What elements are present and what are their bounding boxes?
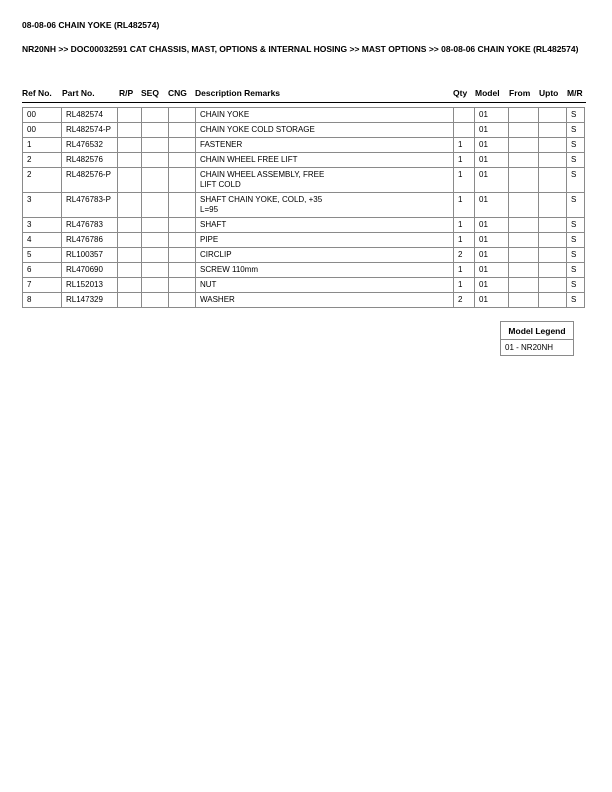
cell-rp — [118, 263, 142, 278]
cell-qty: 1 — [454, 263, 475, 278]
cell-qty: 1 — [454, 193, 475, 218]
cell-rp — [118, 123, 142, 138]
cell-upto — [539, 233, 567, 248]
cell-cng — [169, 123, 196, 138]
cell-cng — [169, 193, 196, 218]
table-row — [23, 278, 585, 293]
header-ref-no: Ref No. — [22, 88, 52, 98]
cell-upto — [539, 153, 567, 168]
cell-model: 01 — [475, 108, 509, 123]
cell-qty: 2 — [454, 248, 475, 263]
cell-ref: 1 — [23, 138, 62, 153]
cell-mr: S — [567, 218, 585, 233]
cell-description: PIPE — [196, 233, 454, 248]
parts-table — [22, 107, 585, 308]
cell-mr: S — [567, 123, 585, 138]
cell-seq — [142, 153, 169, 168]
cell-rp — [118, 138, 142, 153]
cell-from — [509, 218, 539, 233]
cell-from — [509, 153, 539, 168]
cell-cng — [169, 168, 196, 193]
cell-part-no: RL482576 — [62, 153, 118, 168]
table-row — [23, 138, 585, 153]
description-line: LIFT COLD — [200, 180, 241, 189]
cell-part-no: RL476786 — [62, 233, 118, 248]
cell-model: 01 — [475, 193, 509, 218]
header-rule — [22, 102, 586, 103]
cell-part-no: RL482574 — [62, 108, 118, 123]
cell-ref: 4 — [23, 233, 62, 248]
cell-ref: 8 — [23, 293, 62, 308]
cell-mr: S — [567, 278, 585, 293]
cell-upto — [539, 138, 567, 153]
cell-ref: 2 — [23, 168, 62, 193]
cell-cng — [169, 293, 196, 308]
cell-mr: S — [567, 248, 585, 263]
cell-ref: 7 — [23, 278, 62, 293]
cell-from — [509, 248, 539, 263]
cell-cng — [169, 248, 196, 263]
cell-qty: 1 — [454, 278, 475, 293]
breadcrumb: NR20NH >> DOC00032591 CAT CHASSIS, MAST, OPTIONS & INTERNAL HOSING >> MAST OPTIONS >> 08-08-06 CHAIN YOKE (RL482574) — [22, 44, 579, 54]
cell-description: CIRCLIP — [196, 248, 454, 263]
cell-from — [509, 293, 539, 308]
header-qty: Qty — [453, 88, 468, 98]
table-row — [23, 233, 585, 248]
cell-description: CHAIN WHEEL FREE LIFT — [196, 153, 454, 168]
cell-seq — [142, 168, 169, 193]
cell-rp — [118, 218, 142, 233]
cell-upto — [539, 248, 567, 263]
cell-from — [509, 123, 539, 138]
cell-mr: S — [567, 153, 585, 168]
cell-from — [509, 108, 539, 123]
table-row — [23, 153, 585, 168]
cell-seq — [142, 248, 169, 263]
cell-cng — [169, 263, 196, 278]
cell-description: FASTENER — [196, 138, 454, 153]
description-line: L=95 — [200, 205, 219, 214]
cell-model: 01 — [475, 293, 509, 308]
model-legend-title: Model Legend — [508, 326, 566, 336]
cell-rp — [118, 293, 142, 308]
cell-description: SCREW 110mm — [196, 263, 454, 278]
page-title: 08-08-06 CHAIN YOKE (RL482574) — [22, 20, 160, 30]
cell-model: 01 — [475, 233, 509, 248]
cell-ref: 5 — [23, 248, 62, 263]
cell-cng — [169, 138, 196, 153]
cell-model: 01 — [475, 123, 509, 138]
cell-mr: S — [567, 293, 585, 308]
cell-ref: 6 — [23, 263, 62, 278]
cell-model: 01 — [475, 263, 509, 278]
cell-model: 01 — [475, 248, 509, 263]
table-row — [23, 123, 585, 138]
cell-model: 01 — [475, 278, 509, 293]
cell-description: CHAIN YOKE COLD STORAGE — [196, 123, 454, 138]
table-row — [23, 263, 585, 278]
cell-cng — [169, 218, 196, 233]
cell-from — [509, 278, 539, 293]
cell-qty: 2 — [454, 293, 475, 308]
table-row — [23, 108, 585, 123]
cell-cng — [169, 153, 196, 168]
cell-mr: S — [567, 138, 585, 153]
cell-upto — [539, 218, 567, 233]
cell-rp — [118, 153, 142, 168]
header-model: Model — [475, 88, 500, 98]
cell-seq — [142, 138, 169, 153]
table-row — [23, 218, 585, 233]
cell-model: 01 — [475, 153, 509, 168]
cell-from — [509, 138, 539, 153]
cell-rp — [118, 233, 142, 248]
cell-seq — [142, 233, 169, 248]
cell-cng — [169, 233, 196, 248]
model-legend-item: 01 - NR20NH — [501, 339, 573, 355]
cell-description: NUT — [196, 278, 454, 293]
cell-seq — [142, 123, 169, 138]
cell-part-no: RL476532 — [62, 138, 118, 153]
cell-model: 01 — [475, 168, 509, 193]
cell-ref: 3 — [23, 193, 62, 218]
cell-seq — [142, 278, 169, 293]
table-row — [23, 168, 585, 193]
cell-rp — [118, 193, 142, 218]
header-seq: SEQ — [141, 88, 159, 98]
cell-part-no: RL476783 — [62, 218, 118, 233]
cell-part-no: RL482576-P — [62, 168, 118, 193]
header-description: Description Remarks — [195, 88, 281, 98]
cell-qty: 1 — [454, 138, 475, 153]
cell-qty: 1 — [454, 218, 475, 233]
cell-cng — [169, 278, 196, 293]
cell-qty: 1 — [454, 153, 475, 168]
cell-ref: 3 — [23, 218, 62, 233]
cell-part-no: RL147329 — [62, 293, 118, 308]
cell-part-no: RL476783-P — [62, 193, 118, 218]
cell-qty: 1 — [454, 233, 475, 248]
cell-from — [509, 168, 539, 193]
cell-qty — [454, 108, 475, 123]
cell-seq — [142, 193, 169, 218]
cell-rp — [118, 168, 142, 193]
cell-upto — [539, 193, 567, 218]
header-upto: Upto — [539, 88, 559, 98]
cell-upto — [539, 123, 567, 138]
cell-rp — [118, 278, 142, 293]
table-row — [23, 293, 585, 308]
header-from: From — [509, 88, 531, 98]
table-row — [23, 248, 585, 263]
cell-from — [509, 263, 539, 278]
cell-upto — [539, 108, 567, 123]
cell-part-no: RL152013 — [62, 278, 118, 293]
cell-description: WASHER — [196, 293, 454, 308]
cell-ref: 2 — [23, 153, 62, 168]
cell-part-no: RL100357 — [62, 248, 118, 263]
cell-cng — [169, 108, 196, 123]
cell-description — [196, 193, 454, 218]
cell-qty: 1 — [454, 168, 475, 193]
cell-description: SHAFT — [196, 218, 454, 233]
cell-upto — [539, 278, 567, 293]
header-part-no: Part No. — [62, 88, 95, 98]
cell-model: 01 — [475, 138, 509, 153]
cell-upto — [539, 168, 567, 193]
cell-mr: S — [567, 263, 585, 278]
cell-rp — [118, 108, 142, 123]
cell-part-no: RL470690 — [62, 263, 118, 278]
cell-description — [196, 168, 454, 193]
cell-seq — [142, 293, 169, 308]
cell-from — [509, 193, 539, 218]
cell-seq — [142, 108, 169, 123]
cell-upto — [539, 263, 567, 278]
cell-mr: S — [567, 193, 585, 218]
cell-description: CHAIN YOKE — [196, 108, 454, 123]
cell-mr: S — [567, 233, 585, 248]
header-rp: R/P — [119, 88, 134, 98]
header-cng: CNG — [168, 88, 187, 98]
cell-ref: 00 — [23, 108, 62, 123]
table-header — [22, 88, 586, 100]
cell-from — [509, 233, 539, 248]
table-row — [23, 193, 585, 218]
cell-rp — [118, 248, 142, 263]
cell-seq — [142, 263, 169, 278]
header-mr: M/R — [567, 88, 583, 98]
cell-part-no: RL482574-P — [62, 123, 118, 138]
cell-ref: 00 — [23, 123, 62, 138]
description-line: SHAFT CHAIN YOKE, COLD, +35 — [200, 195, 323, 204]
cell-seq — [142, 218, 169, 233]
cell-qty — [454, 123, 475, 138]
cell-upto — [539, 293, 567, 308]
cell-mr: S — [567, 108, 585, 123]
description-line: CHAIN WHEEL ASSEMBLY, FREE — [200, 170, 325, 179]
cell-model: 01 — [475, 218, 509, 233]
cell-mr: S — [567, 168, 585, 193]
model-legend — [500, 321, 574, 356]
